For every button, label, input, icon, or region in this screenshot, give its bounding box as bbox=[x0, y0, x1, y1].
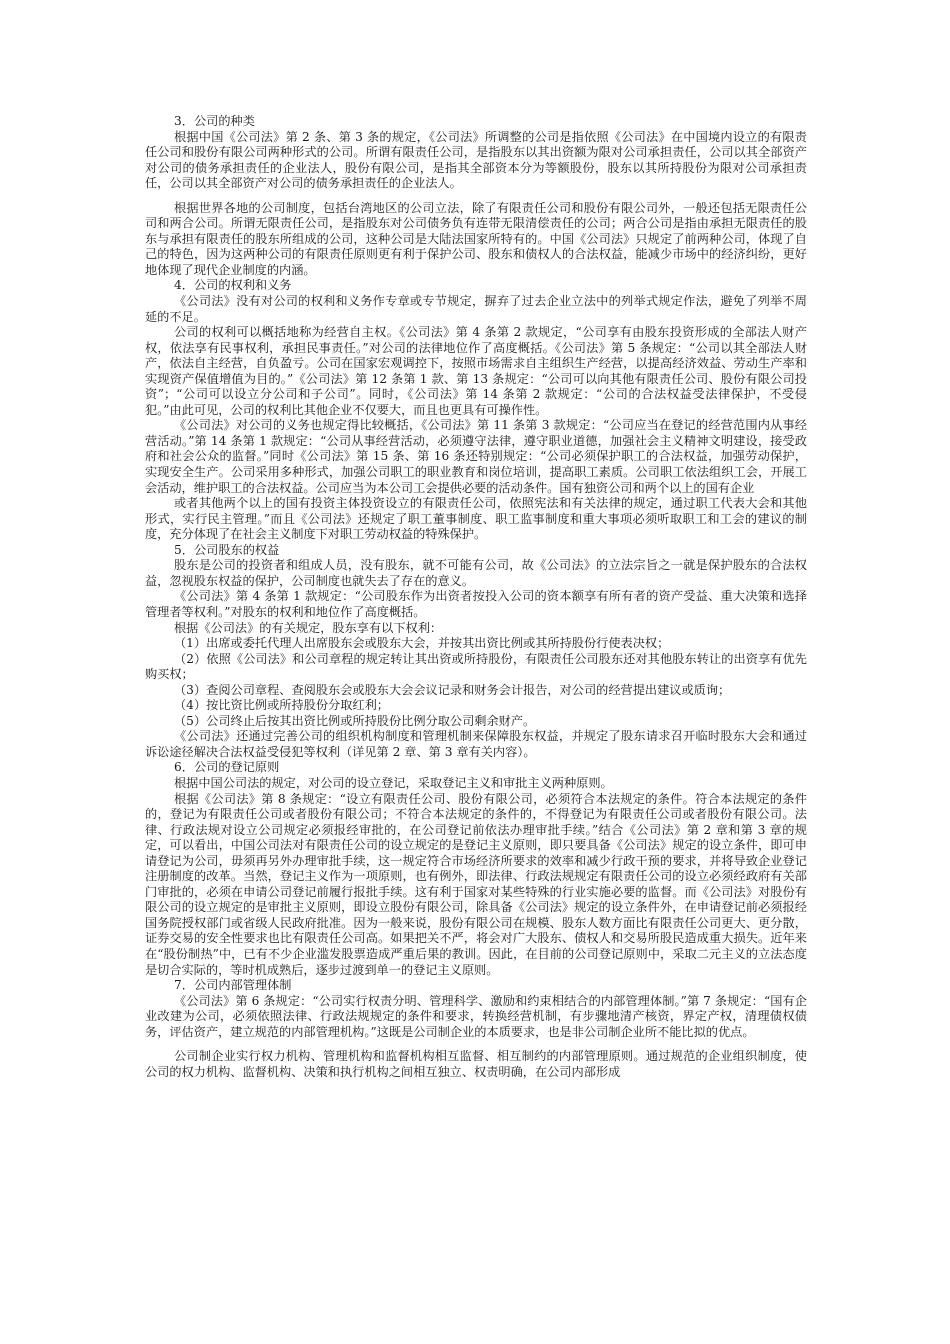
list-item: （2）依照《公司法》和公司章程的规定转让其出资或所持股份，有限责任公司股东还对其他股东转让的出资享有优先购买权； bbox=[145, 651, 807, 682]
paragraph: 股东是公司的投资者和组成人员，没有股东，就不可能有公司，故《公司法》的立法宗旨之一就是保护股东的合法权益，忽视股东权益的保护，公司制度也就失去了存在的意义。 bbox=[145, 558, 807, 588]
paragraph: 根据《公司法》第 8 条规定：“设立有限责任公司、股份有限公司，必须符合本法规定的条件。符合本法规定的条件的，登记为有限责任公司或者股份有限公司；不符合本法规定的条件的，不得登记为有限责任公司或者股份有限公司。法律、行政法规对设立公司规定必须报经审批的，在公司登记前依法办理审批手续。”结合《公司法》第 2 章和第 3 章的规定，可以看出，中国公司法对有限责任公司的设立规定的是登记主义原则，即只要具备《公司法》规定的设立条件，即可申请登记为公司，毋须再另外办理审批手续，这一规定符合市场经济所要求的效率和减少行政干预的要求，并将导致企业登记注册制度的改革。当然，登记主义作为一项原则，也有例外，即法律、行政法规规定有限责任公司的设立必须经政府有关部门审批的，必须在申请公司登记前履行报批手续。这有利于国家对某些特殊的行业实施必要的监督。而《公司法》对股份有限公司的设立规定的是审批主义原则，即设立股份有限公司，除具备《公司法》规定的设立条件外，在申请登记前必须报经国务院授权部门或省级人民政府批准。因为一般来说，股份有限公司在规模、股东人数方面比有限责任公司更大、更分散，证券交易的安全性要求也比有限责任公司高。如果把关不严，将会对广大股东、债权人和交易所股民造成重大损失。近年来在“股份制热”中，已有不少企业滥发股票造成严重后果的教训。因此，在目前的公司登记原则中，采取二元主义的立法态度是切合实际的，等时机成熟后，逐步过渡到单一的登记主义原则。 bbox=[145, 791, 807, 977]
section-heading-internal-management: 7．公司内部管理体制 bbox=[174, 978, 292, 993]
section-heading-shareholder-rights: 5．公司股东的权益 bbox=[174, 542, 280, 557]
paragraph: 根据中国《公司法》第 2 条、第 3 条的规定，《公司法》所调整的公司是指依照《公司法》在中国境内设立的有限责任公司和股份有限公司两种形式的公司。所谓有限责任公司，是指股东以其出资额为限对公司承担责任，公司以其全部资产对公司的债务承担责任的企业法人，股份有限公司，是指其全部资本分为等额股份，股东以其所持股份为限对公司承担责任，公司以其全部资产对公司的债务承担责任的企业法人。 bbox=[145, 129, 807, 191]
list-item: （5）公司终止后按其出资比例或所持股份比例分取公司剩余财产。 bbox=[174, 713, 536, 728]
document-page bbox=[145, 114, 807, 1080]
paragraph: 公司制企业实行权力机构、管理机构和监督机构相互监督、相互制约的内部管理原则。通过规范的企业组织制度，使公司的权力机构、监督机构、决策和执行机构之间相互独立、权责明确，在公司内部形成 bbox=[145, 1049, 807, 1079]
paragraph: 《公司法》对公司的义务也规定得比较概括，《公司法》第 11 条第 3 款规定：“公司应当在登记的经营范围内从事经营活动。”第 14 条第 1 款规定：“公司从事经营活动，必须遵守法律，遵守职业道德，加强社会主义精神文明建设，接受政府和社会公众的监督。”同时《公司法》第 15 条、第 16 条还特别规定：“公司必须保护职工的合法权益，加强劳动保护，实现安全生产。公司采用多种形式，加强公司职工的职业教育和岗位培训，提高职工素质。公司职工依法组织工会，开展工会活动，维护职工的合法权益。公司应当为本公司工会提供必要的活动条件。国有独资公司和两个以上的国有企业 bbox=[145, 418, 807, 495]
paragraph: 根据《公司法》的有关规定，股东享有以下权利： bbox=[174, 620, 443, 635]
section-heading-company-types: 3．公司的种类 bbox=[174, 114, 255, 128]
paragraph: 根据世界各地的公司制度，包括台湾地区的公司立法，除了有限责任公司和股份有限公司外，一般还包括无限责任公司和两合公司。所谓无限责任公司，是指股东对公司债务负有连带无限清偿责任的公司；两合公司是指由承担无限责任的股东与承担有限责任的股东所组成的公司，这种公司是大陆法国家所特有的。中国《公司法》只规定了前两种公司，体现了自己的特色，因为这两种公司的有限责任原则更有利于保护公司、股东和债权人的合法权益，能减少市场中的经济纠纷，更好地体现了现代企业制度的内涵。 bbox=[145, 200, 807, 277]
paragraph: 根据中国公司法的规定，对公司的设立登记，采取登记主义和审批主义两种原则。 bbox=[174, 775, 613, 790]
paragraph: 《公司法》第 6 条规定：“公司实行权责分明、管理科学、激励和约束相结合的内部管理体制。”第 7 条规定：“国有企业改建为公司，必须依照法律、行政法规规定的条件和要求，转换经营机制，有步骤地清产核资，界定产权，清理债权债务，评估资产，建立规范的内部管理机构。”这既是公司制企业的本质要求，也是非公司制企业所不能比拟的优点。 bbox=[145, 993, 807, 1039]
list-item: （1）出席或委托代理人出席股东会或股东大会，并按其出资比例或其所持股份行使表决权； bbox=[174, 636, 670, 651]
section-heading-registration-principle: 6．公司的登记原则 bbox=[174, 760, 280, 775]
paragraph: 公司的权利可以概括地称为经营自主权。《公司法》第 4 条第 2 款规定，“公司享有由股东投资形成的全部法人财产权，依法享有民事权利，承担民事责任。”对公司的法律地位作了高度概括。《公司法》第 5 条规定：“公司以其全部法人财产，依法自主经营，自负盈亏。公司在国家宏观调控下，按照市场需求自主组织生产经营，以提高经济效益、劳动生产率和实现资产保值增值为目的。”《公司法》第 12 条第 1 款、第 13 条规定：“公司可以向其他有限责任公司、股份有限公司投资”；“公司可以设立分公司和子公司”。同时，《公司法》第 14 条第 2 款规定：“公司的合法权益受法律保护，不受侵犯。”由此可见，公司的权利比其他企业不仅要大，而且也更具有可操作性。 bbox=[145, 325, 807, 417]
paragraph: 《公司法》第 4 条第 1 款规定：“公司股东作为出资者按投入公司的资本额享有所有者的资产受益、重大决策和选择管理者等权利。”对股东的权利和地位作了高度概括。 bbox=[145, 589, 807, 619]
section-heading-rights-and-obligations: 4．公司的权利和义务 bbox=[174, 278, 292, 293]
list-item: （4）按比资比例或所持股份分取红利； bbox=[174, 698, 389, 713]
paragraph: 《公司法》还通过完善公司的组织机构制度和管理机制来保障股东权益，并规定了股东请求召开临时股东大会和通过诉讼途径解决合法权益受侵犯等权利（详见第 2 章、第 3 章有关内容）。 bbox=[145, 729, 807, 759]
paragraph: 或者其他两个以上的国有投资主体投资设立的有限责任公司，依照宪法和有关法律的规定，通过职工代表大会和其他形式，实行民主管理。”而且《公司法》还规定了职工董事制度、职工监事制度和重大事项必须听取职工和工会的建议的制度，充分体现了在社会主义制度下对职工劳动权益的特殊保护。 bbox=[145, 496, 807, 542]
paragraph: 《公司法》没有对公司的权利和义务作专章或专节规定，摒弃了过去企业立法中的列举式规定作法，避免了列举不周延的不足。 bbox=[145, 294, 807, 324]
list-item: （3）查阅公司章程、查阅股东会或股东大会会议记录和财务会计报告，对公司的经营提出建议或质询； bbox=[174, 682, 731, 697]
